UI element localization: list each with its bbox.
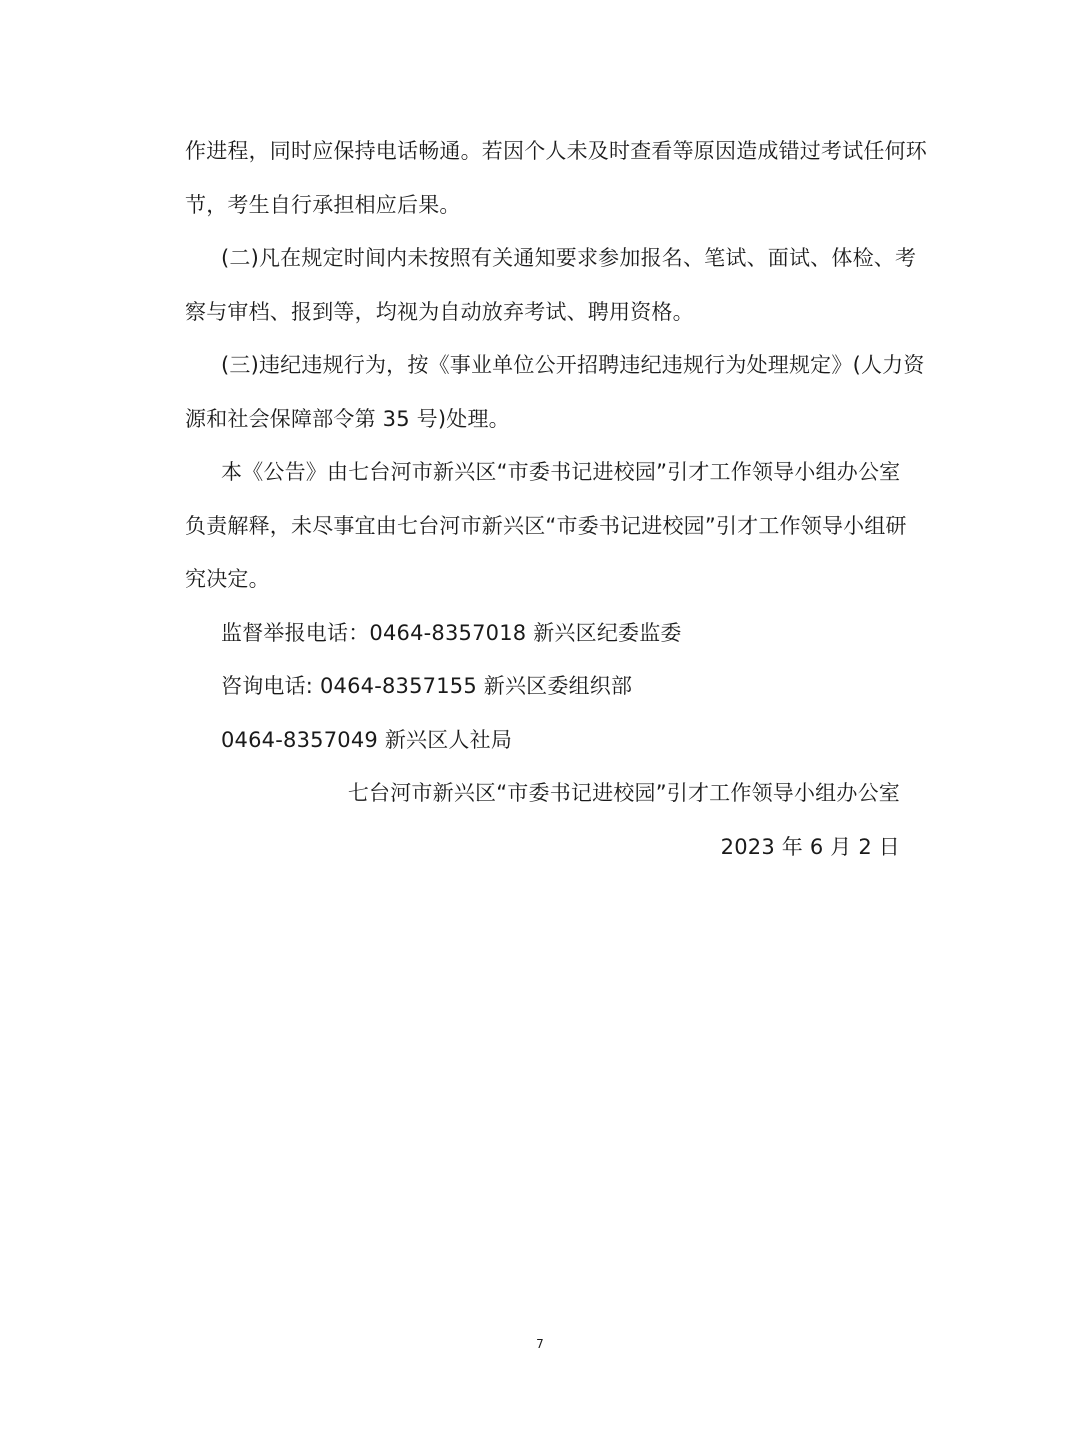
paragraph-line: 负责解释，未尽事宜由七台河市新兴区“市委书记进校园”引才工作领导小组研 xyxy=(185,513,907,538)
signature-line: 七台河市新兴区“市委书记进校园”引才工作领导小组办公室 xyxy=(347,781,900,805)
paragraph-line: 究决定。 xyxy=(185,567,270,591)
paragraph-line: (二)凡在规定时间内未按照有关通知要求参加报名、笔试、面试、体检、考 xyxy=(221,246,917,270)
supervision-phone-line: 监督举报电话：0464-8357018 新兴区纪委监委 xyxy=(221,620,682,645)
paragraph-line: 源和社会保障部令第 35 号)处理。 xyxy=(185,406,510,431)
hr-phone-line: 0464-8357049 新兴区人社局 xyxy=(221,727,513,752)
document-body xyxy=(185,125,927,874)
paragraph-line: 本《公告》由七台河市新兴区“市委书记进校园”引才工作领导小组办公室 xyxy=(221,460,901,484)
paragraph-line: 作进程，同时应保持电话畅通。若因个人未及时查看等原因造成错过考试任何环 xyxy=(185,139,927,163)
paragraph-line: 察与审档、报到等，均视为自动放弃考试、聘用资格。 xyxy=(185,299,694,324)
page-number: 7 xyxy=(536,1337,544,1351)
paragraph-line: (三)违纪违规行为，按《事业单位公开招聘违纪违规行为处理规定》(人力资 xyxy=(221,353,925,377)
paragraph-line: 节，考生自行承担相应后果。 xyxy=(185,192,461,217)
date-line: 2023 年 6 月 2 日 xyxy=(720,834,900,859)
consult-phone-line: 咨询电话: 0464-8357155 新兴区委组织部 xyxy=(221,674,633,698)
